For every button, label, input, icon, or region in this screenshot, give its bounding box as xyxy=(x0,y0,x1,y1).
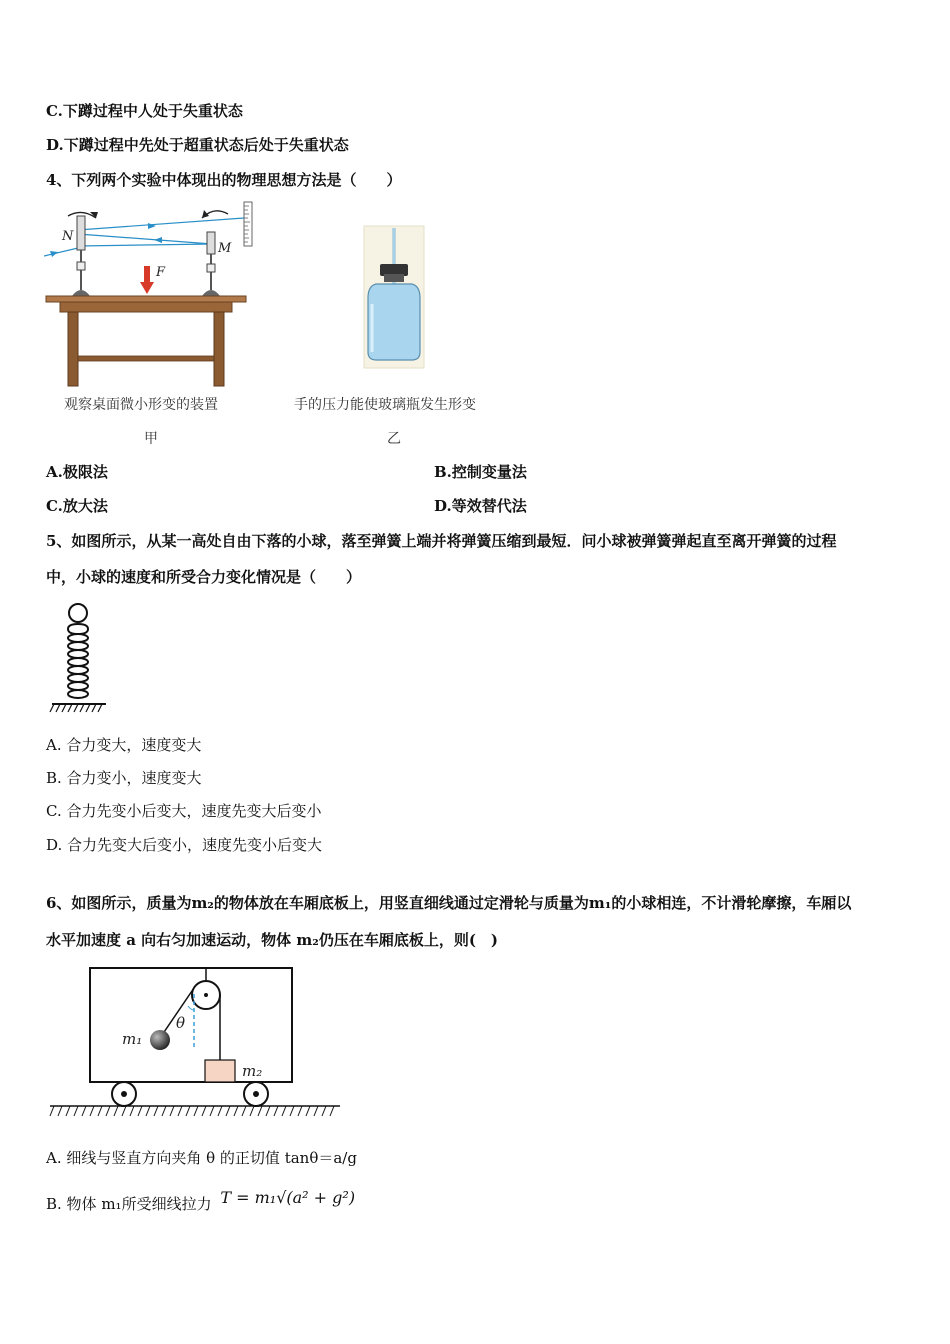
q6-option-a: A. 细线与竖直方向夹角 θ 的正切值 tanθ＝a/g xyxy=(46,1149,357,1167)
q6-stem-line2: 水平加速度 a 向右匀加速运动，物体 m₂仍压在车厢底板上，则( ) xyxy=(46,931,499,949)
figure-label-yi: 乙 xyxy=(387,431,401,447)
q5-stem-line2: 中，小球的速度和所受合力变化情况是（ ） xyxy=(46,568,362,586)
label-m2: m₂ xyxy=(242,1062,263,1080)
figure-label-jia: 甲 xyxy=(144,431,158,447)
q6-option-b-text: B. 物体 m₁所受细线拉力 xyxy=(46,1195,212,1213)
q5-option-d: D. 合力先变大后变小，速度先变小后变大 xyxy=(46,836,323,854)
figure-table-mirror-setup xyxy=(44,200,256,390)
q6-stem-line1: 6、如图所示，质量为m₂的物体放在车厢底板上，用竖直细线通过定滑轮与质量为m₁的小球相连，不计滑轮摩擦，车厢以 xyxy=(46,894,852,912)
label-m: M xyxy=(218,241,232,256)
label-m1: m₁ xyxy=(122,1030,143,1048)
figure-glass-bottle xyxy=(362,224,426,370)
q5-option-b: B. 合力变小，速度变大 xyxy=(46,769,202,787)
q4-option-b: B.控制变量法 xyxy=(434,463,527,481)
q4-option-d: D.等效替代法 xyxy=(434,497,527,515)
label-theta: θ xyxy=(176,1014,186,1032)
q6-option-b-formula: T = m₁√(a² + g²) xyxy=(220,1188,356,1207)
figure-spring-ball xyxy=(48,600,110,716)
q3-option-d: D.下蹲过程中先处于超重状态后处于失重状态 xyxy=(46,136,349,154)
q4-stem: 4、下列两个实验中体现出的物理思想方法是（ ） xyxy=(46,171,402,189)
figure-caption-yi: 手的压力能使玻璃瓶发生形变 xyxy=(294,397,476,413)
q6-option-b xyxy=(46,1188,356,1214)
q5-option-a: A. 合力变大，速度变大 xyxy=(46,736,202,754)
q5-option-c: C. 合力先变小后变大，速度先变大后变小 xyxy=(46,802,322,820)
q4-option-c: C.放大法 xyxy=(46,497,108,515)
q3-option-c: C.下蹲过程中人处于失重状态 xyxy=(46,102,243,120)
figure-carriage-pulley xyxy=(48,964,344,1120)
q5-stem-line1: 5、如图所示，从某一高处自由下落的小球，落至弹簧上端并将弹簧压缩到最短．问小球被弹簧弹起直至离开弹簧的过程 xyxy=(46,532,837,550)
figure-caption-jia: 观察桌面微小形变的装置 xyxy=(64,397,218,413)
label-f: F xyxy=(156,265,166,280)
label-n: N xyxy=(62,229,74,244)
q4-option-a: A.极限法 xyxy=(46,463,108,481)
